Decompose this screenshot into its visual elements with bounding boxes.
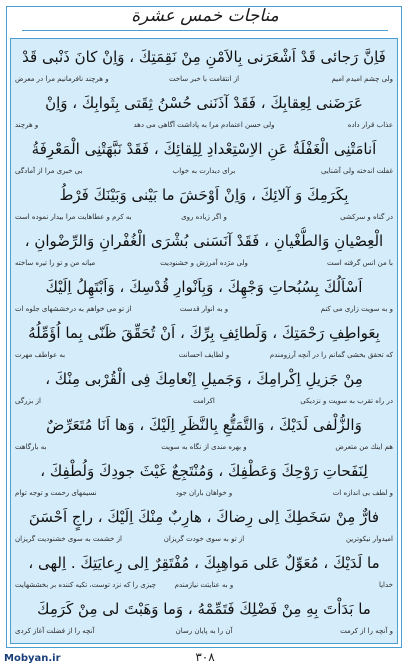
translation-text: و به سويت زارى مى كنم bbox=[320, 305, 393, 313]
translation-text: آنچه را از فضلت آغاز كردى bbox=[15, 627, 95, 635]
translation-text: اكرامت bbox=[193, 397, 215, 405]
translation-row bbox=[15, 532, 393, 546]
translation-text: غفلت اندخته ولى آشنايى bbox=[320, 167, 393, 175]
translation-row bbox=[15, 164, 393, 178]
site-watermark: Mobyan.ir bbox=[4, 653, 61, 664]
arabic-text: عَرَضَنى لِعِقابِكَ ، فَقَدْ آذَنَنى حُسْنُ ثِقَتى بِثَوابِكَ ، وَاِنْ bbox=[45, 94, 363, 112]
page-header bbox=[0, 0, 410, 38]
translation-text: به بارگاهت bbox=[15, 443, 47, 451]
translation-text: اميدوار نيكوترين bbox=[345, 535, 393, 543]
arabic-text: فارٌّ مِنْ سَخَطِكَ اِلى رِضاكَ ، هارِبٌ مِنْكَ اِلَيْكَ ، راجٍ اَحْسَنَ bbox=[28, 508, 380, 526]
translation-text: ولى چشم اميدم اميم bbox=[331, 75, 393, 83]
translation-row bbox=[15, 210, 393, 224]
translation-text: و لطف بى اندازه ات bbox=[332, 489, 393, 497]
translation-text: بى خبرى مرا از آمادگى bbox=[15, 167, 83, 175]
verse-line bbox=[15, 43, 393, 88]
arabic-text: ما بَدَاْتَ بِهِ مِنْ فَضْلِكَ فَتَمِّمْهُ ، وَما وَهَبْتَ لى مِنْ كَرَمِكَ bbox=[37, 600, 371, 618]
translation-text: هم اينك من متعرض bbox=[335, 443, 393, 451]
verse-line bbox=[15, 457, 393, 502]
translation-text: در گناه و سركشى bbox=[340, 213, 393, 221]
arabic-text: ما لَدَيْكَ ، مُعَوِّلٌ عَلى مَواهِبِكَ ، مُفْتَقِرٌ اِلى رِعايَتِكَ . اِلهى ، bbox=[28, 554, 380, 572]
arabic-text: وَالزُّلْفى لَدَيْكَ ، وَالتَّمَتُّعِ بِالنَّظَرِ اِلَيْكَ ، وَها اَنَا مُتَعَرِّضٌ bbox=[46, 416, 362, 434]
translation-row bbox=[15, 394, 393, 408]
translation-text: ميانه من و تو را تيره ساخته bbox=[15, 259, 96, 267]
translation-text: چيزى را كه نزد توست، تكيه كننده بر بخششهايت bbox=[15, 581, 157, 589]
translation-row bbox=[15, 486, 393, 500]
verse-line bbox=[15, 227, 393, 272]
translation-row bbox=[15, 118, 393, 132]
translation-row bbox=[15, 302, 393, 316]
translation-row bbox=[15, 624, 393, 638]
translation-text: براى ديدارت به خواب bbox=[172, 167, 236, 175]
translation-text: به عواطف مهرت bbox=[15, 351, 66, 359]
translation-row bbox=[15, 578, 393, 592]
translation-text: نسيمهاى رحمت و توجه توام bbox=[15, 489, 97, 497]
verse-line bbox=[15, 319, 393, 364]
translation-text: از انتقامت با خبر ساخت bbox=[168, 75, 240, 83]
translation-text: كه تحقق بخشى گمانم را در آنچه آرزومندم bbox=[269, 351, 393, 359]
verse-line bbox=[15, 365, 393, 410]
verse-line bbox=[15, 89, 393, 134]
verse-line bbox=[15, 595, 393, 640]
translation-text: عذاب قرار داده bbox=[347, 121, 393, 129]
translation-row bbox=[15, 72, 393, 86]
translation-row bbox=[15, 348, 393, 362]
translation-text: در راه تقرب به سويت و نزديكى bbox=[300, 397, 393, 405]
translation-text: آن را به پايان رسان bbox=[175, 627, 233, 635]
arabic-text: فَاِنَّ رَجائى قَدْ اَشْعَرَنى بِالاَمْنِ مِنْ نَقِمَتِكَ ، وَاِنْ كانَ ذَنْبى قَدْ bbox=[22, 48, 386, 66]
translation-text: و بهره مندى از نگاه به سويت bbox=[161, 443, 247, 451]
translation-text: ولى حسن اعتمادم مرا به پاداشت آگاهى مى دهد bbox=[133, 121, 275, 129]
page-number: ۳۰۸ bbox=[195, 650, 215, 664]
arabic-text: مِنْ جَزيلِ اِكْرامِكَ ، وَجَميلِ اِنْعامِكَ فِى الْقُرْبى مِنْكَ ، bbox=[45, 370, 363, 388]
page-footer bbox=[0, 648, 410, 670]
verse-line bbox=[15, 181, 393, 226]
text-panel bbox=[10, 38, 398, 644]
verse-line bbox=[15, 549, 393, 594]
translation-text: از تو مى خواهم به درخششهاى جلوه ات bbox=[15, 305, 132, 313]
translation-text: و به عنايتت نيازمندم bbox=[174, 581, 234, 589]
translation-text: خدايا bbox=[378, 581, 393, 589]
verse-line bbox=[15, 273, 393, 318]
translation-text: و هرچند نافرمانيم مرا در معرض bbox=[15, 75, 109, 83]
arabic-text: اَسْاَلُكَ بِسُبُحاتِ وَجْهِكَ ، وَبِاَنْوارِ قُدْسِكَ ، وَاَبْتَهِلُ اِلَيْكَ bbox=[45, 278, 363, 296]
arabic-text: اَنامَتْنِى الْغَفْلَةُ عَنِ الاِسْتِعْدادِ لِلِقائِكَ ، فَقَدْ نَبَّهَتْنِى الْمَعْرِفَةُ bbox=[31, 140, 377, 158]
translation-text: از بزرگى bbox=[15, 397, 41, 405]
translation-text: از خشمت به سوى خشنوديت گريزان bbox=[15, 535, 122, 543]
verse-line bbox=[15, 503, 393, 548]
translation-text: و اگر زياده روى bbox=[181, 213, 227, 221]
translation-text: و هرچند bbox=[15, 121, 39, 129]
arabic-text: بِعَواطِفِ رَحْمَتِكَ ، وَلَطائِفِ بِرِّكَ ، اَنْ تُحَقِّقَ ظَنّى بِما اُؤَمِّلُهُ bbox=[28, 324, 380, 342]
verse-line bbox=[15, 135, 393, 180]
translation-text: و آنچه را از كرمت bbox=[340, 627, 393, 635]
arabic-text: لِنَفَحاتِ رَوْحِكَ وَعَطْفِكَ ، وَمُنْتَجِعٌ غَيْثَ جودِكَ وَلُطْفِكَ ، bbox=[40, 462, 368, 480]
translation-text: و لطايف احسانت bbox=[178, 351, 230, 359]
translation-text: و خواهان باران جود bbox=[175, 489, 233, 497]
translation-text: با من انس گرفته است bbox=[327, 259, 393, 267]
page-title: مناجات خمس عشرة bbox=[131, 6, 279, 26]
translation-row bbox=[15, 256, 393, 270]
arabic-text: بِكَرَمِكَ وَ آلائِكَ ، وَاِنْ اَوْحَشَ ما بَيْنى وَبَيْنَكَ فَرْطُ bbox=[59, 186, 349, 204]
translation-text: به كرم و عطاهايت مرا بيدار نموده است bbox=[15, 213, 132, 221]
translation-text: ولى مژده آمرزش و خشنوديت bbox=[160, 259, 248, 267]
translation-row bbox=[15, 440, 393, 454]
header-divider bbox=[22, 30, 388, 31]
translation-text: و به انوار قدست bbox=[179, 305, 229, 313]
verse-line bbox=[15, 411, 393, 456]
translation-text: از تو به سوى خودت گريزان bbox=[163, 535, 245, 543]
arabic-text: الْعِصْيانِ وَالطُّغْيانِ ، فَقَدْ آنَسَنى بُشْرَى الْغُفْرانِ وَالرِّضْوانِ ، bbox=[24, 232, 384, 250]
